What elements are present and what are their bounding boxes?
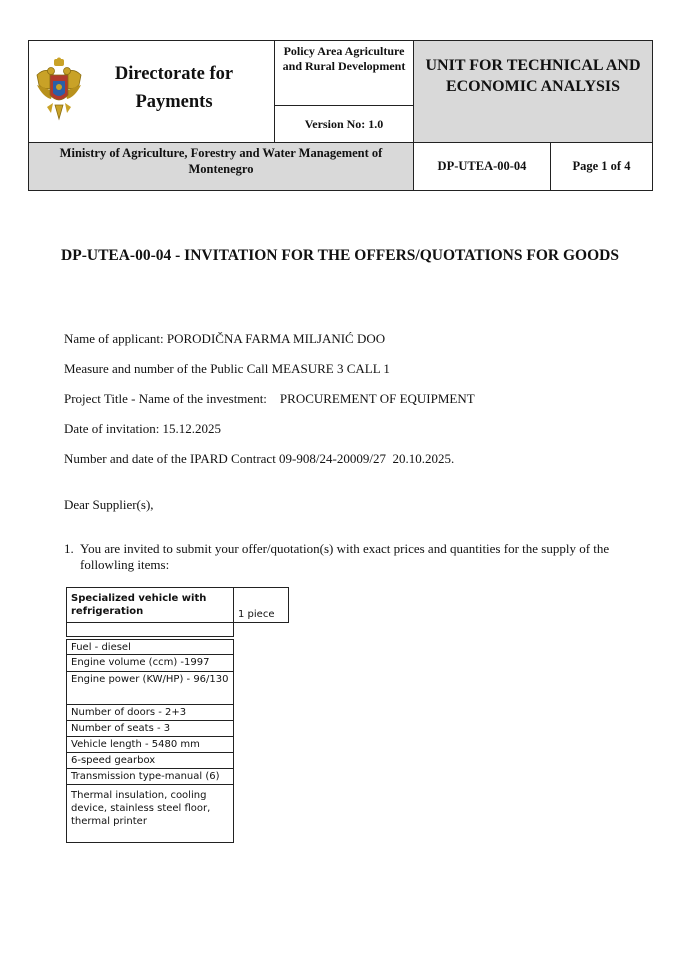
ministry-cell: Ministry of Agriculture, Forestry and Water Management of Montenegro xyxy=(28,142,414,191)
table-row: 6-speed gearbox xyxy=(66,752,234,769)
table-row: Number of doors - 2+3 xyxy=(66,704,234,721)
coat-of-arms-icon xyxy=(35,57,83,123)
applicant-line: Name of applicant: PORODIČNA FARMA MILJANIĆ DOO xyxy=(64,331,386,346)
table-row: Engine power (KW/HP) - 96/130 xyxy=(66,671,234,705)
quantity-cell: 1 piece xyxy=(233,587,289,623)
greeting: Dear Supplier(s), xyxy=(64,497,154,512)
table-row: Thermal insulation, cooling device, stainless steel floor, thermal printer xyxy=(66,784,234,843)
doc-code-cell: DP-UTEA-00-04 xyxy=(413,142,551,191)
table-row: Vehicle length - 5480 mm xyxy=(66,736,234,753)
version-cell: Version No: 1.0 xyxy=(274,105,414,143)
unit-cell: UNIT FOR TECHNICAL AND ECONOMIC ANALYSIS xyxy=(413,40,653,143)
page-number-cell: Page 1 of 4 xyxy=(550,142,653,191)
directorate-cell xyxy=(28,40,275,143)
project-title-line: Project Title - Name of the investment: PROCUREMENT OF EQUIPMENT xyxy=(64,391,475,406)
document-title: DP-UTEA-00-04 - INVITATION FOR THE OFFERS/QUOTATIONS FOR GOODS xyxy=(61,247,619,264)
table-header-cell: Specialized vehicle with refrigeration xyxy=(66,587,234,623)
item-text: You are invited to submit your offer/quotation(s) with exact prices and quantities for the supply of the followling items: xyxy=(80,541,610,572)
document-header xyxy=(28,40,653,191)
numbered-item-1 xyxy=(64,541,634,573)
table-row: Engine volume (ccm) -1997 xyxy=(66,654,234,672)
table-row xyxy=(66,622,234,637)
measure-line: Measure and number of the Public Call MEASURE 3 CALL 1 xyxy=(64,361,390,376)
table-row: Transmission type-manual (6) xyxy=(66,768,234,785)
directorate-title: Directorate for Payments xyxy=(114,64,234,112)
contract-line: Number and date of the IPARD Contract 09-908/24-20009/27 20.10.2025. xyxy=(64,451,455,466)
policy-area-cell: Policy Area Agriculture and Rural Development xyxy=(274,40,414,106)
date-line: Date of invitation: 15.12.2025 xyxy=(64,421,222,436)
table-row: Fuel - diesel xyxy=(66,639,234,655)
table-row: Number of seats - 3 xyxy=(66,720,234,737)
item-number: 1. xyxy=(64,541,74,556)
